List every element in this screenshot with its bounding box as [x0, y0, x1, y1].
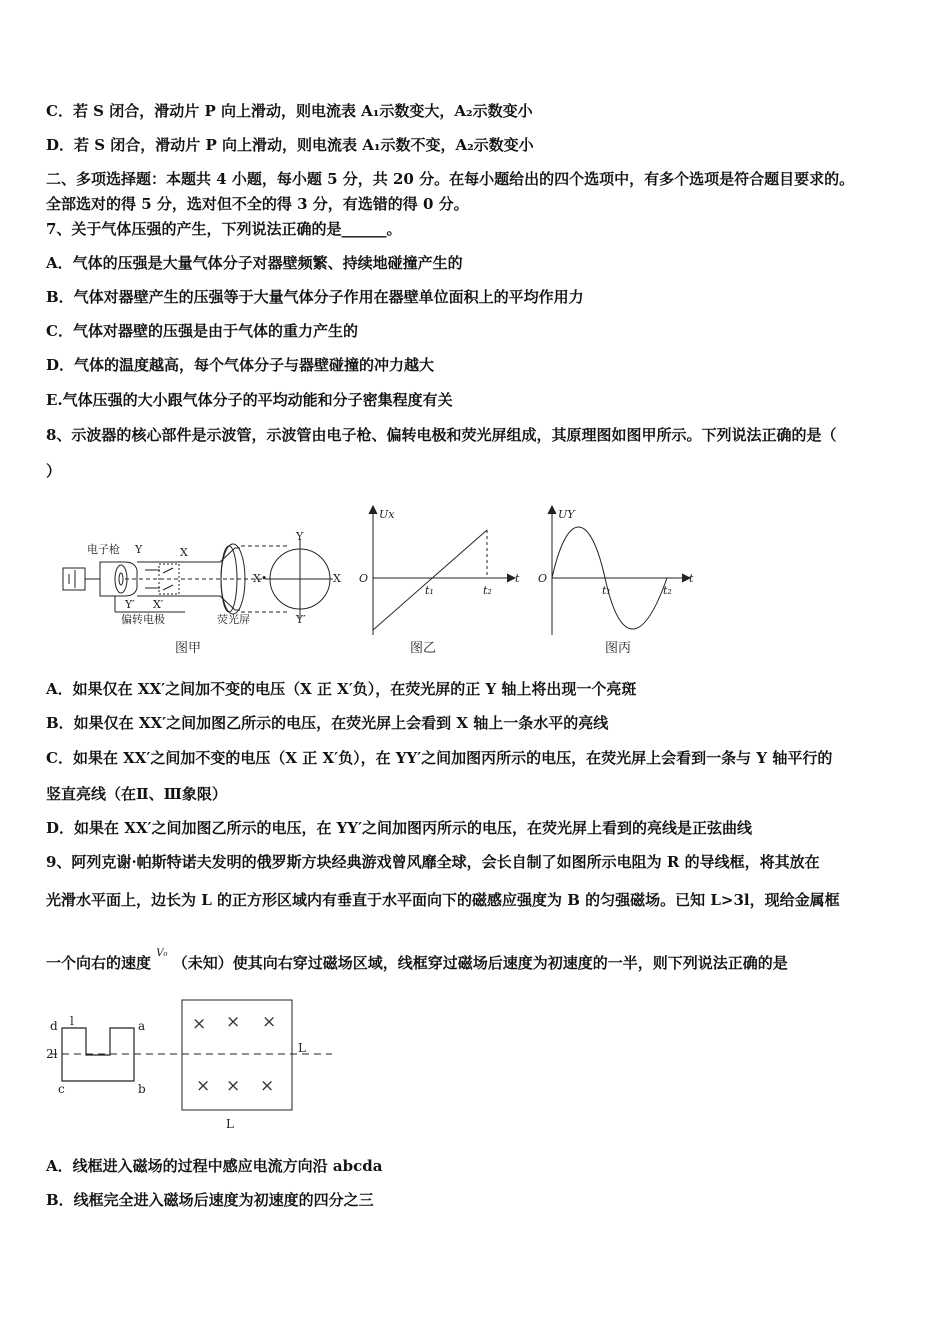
q7-option-e: E.气体压强的大小跟气体分子的平均动能和分子密集程度有关	[46, 391, 453, 409]
label-d: d	[50, 1019, 58, 1033]
label-y-top: Y	[135, 543, 143, 556]
q9-option-b: B．线框完全进入磁场后速度为初速度的四分之三	[46, 1191, 374, 1209]
label-yp: Y′	[125, 598, 135, 611]
q7-stem: 7、关于气体压强的产生，下列说法正确的是______。	[46, 220, 402, 238]
q8-option-a: A．如果仅在 XX′之间加不变的电压（X 正 X′负），在荧光屏的正 Y 轴上将出现一个亮斑	[46, 680, 637, 698]
label-c: c	[58, 1082, 65, 1096]
field-cross-5: ×	[226, 1076, 241, 1096]
section2-instructions: 全部选对的得 5 分，选对但不全的得 3 分，有选错的得 0 分。	[46, 195, 469, 213]
label-screen-x: X	[333, 572, 341, 585]
q7-option-b: B．气体对器壁产生的压强等于大量气体分子作用在器壁单位面积上的平均作用力	[46, 288, 584, 306]
label-L-bottom: L	[226, 1117, 234, 1131]
field-cross-2: ×	[226, 1012, 241, 1032]
bing-t1: t₁	[602, 584, 611, 597]
q7-option-a: A．气体的压强是大量气体分子对器壁频繁、持续地碰撞产生的	[46, 254, 463, 272]
bing-t: t	[689, 572, 694, 585]
label-screen-xp: X•	[253, 572, 268, 585]
yi-origin: O	[359, 572, 369, 585]
caption-yi: 图乙	[410, 641, 437, 656]
q9-stem-line2: 光滑水平面上，边长为 L 的正方形区域内有垂直于水平面向下的磁感应强度为 B 的匀强磁场。已知 L>3l，现给金属框	[46, 891, 840, 909]
label-screen: 荧光屏	[217, 613, 250, 626]
q8-option-d: D．如果在 XX′之间加图乙所示的电压，在 YY′之间加图丙所示的电压，在荧光屏上看到的亮线是正弦曲线	[46, 819, 753, 837]
bing-t2: t₂	[663, 584, 672, 597]
label-L-right: L	[298, 1041, 306, 1055]
label-deflect: 偏转电极	[121, 613, 165, 626]
q9-stem-line1: 9、阿列克谢·帕斯特诺夫发明的俄罗斯方块经典游戏曾风靡全球，会长自制了如图所示电阻为 R 的导线框，将其放在	[46, 853, 820, 871]
label-b: b	[138, 1082, 146, 1096]
label-xp: X′	[153, 598, 164, 611]
q8-option-c-line2: 竖直亮线（在Ⅱ、Ⅲ象限）	[46, 785, 227, 803]
field-cross-3: ×	[262, 1012, 277, 1032]
yi-t: t	[515, 572, 520, 585]
yi-t2: t₂	[483, 584, 492, 597]
label-a: a	[138, 1019, 146, 1033]
caption-bing: 图丙	[605, 641, 632, 656]
q9-stem-pre: 一个向右的速度	[46, 954, 152, 972]
battery-symbol	[63, 568, 85, 590]
bing-ylabel: UY	[558, 508, 575, 521]
q8-option-c-line1: C．如果在 XX′之间加不变的电压（X 正 X′负），在 YY′之间加图丙所示的电压，在荧光屏上会看到一条与 Y 轴平行的	[46, 749, 833, 767]
field-cross-6: ×	[260, 1076, 275, 1096]
section2-heading: 二、多项选择题：本题共 4 小题，每小题 5 分，共 20 分。在每小题给出的四个选项中，有多个选项是符合题目要求的。	[46, 170, 855, 188]
q9-stem-post: （未知）使其向右穿过磁场区域，线框穿过磁场后速度为初速度的一半，则下列说法正确的是	[172, 954, 788, 972]
label-l: l	[70, 1014, 74, 1028]
q9-stem-line3	[46, 948, 788, 976]
q8-option-b: B．如果仅在 XX′之间加图乙所示的电压，在荧光屏上会看到 X 轴上一条水平的亮线	[46, 714, 609, 732]
label-gun: 电子枪	[87, 543, 120, 556]
yi-ylabel: Ux	[379, 508, 395, 521]
q8-stem: 8、示波器的核心部件是示波管，示波管由电子枪、偏转电极和荧光屏组成，其原理图如图甲所示。下列说法正确的是（	[46, 426, 837, 444]
label-x-top: X	[180, 546, 188, 559]
sawtooth-line	[373, 530, 487, 630]
figure-bing	[548, 506, 690, 635]
field-cross-4: ×	[196, 1076, 211, 1096]
v0-symbol: V₀	[156, 948, 168, 959]
label-screen-y: Y	[296, 530, 304, 543]
q7-option-d: D．气体的温度越高，每个气体分子与器壁碰撞的冲力越大	[46, 356, 435, 374]
label-screen-yp: Y′	[296, 613, 306, 626]
caption-jia: 图甲	[175, 641, 202, 656]
label-2l: 2l	[46, 1047, 58, 1061]
q7-option-c: C．气体对器壁的压强是由于气体的重力产生的	[46, 322, 358, 340]
q9-option-a: A．线框进入磁场的过程中感应电流方向沿 abcda	[46, 1157, 383, 1175]
q9-figure	[40, 995, 350, 1135]
q8-stem-bracket: ）	[46, 462, 62, 480]
bing-origin: O	[538, 572, 548, 585]
field-cross-1: ×	[192, 1014, 207, 1034]
yi-t1: t₁	[425, 584, 434, 597]
q8-figure	[55, 500, 715, 665]
q6-option-d: D．若 S 闭合，滑动片 P 向上滑动，则电流表 A₁示数不变，A₂示数变小	[46, 136, 534, 154]
figure-yi	[369, 506, 515, 635]
q6-option-c: C．若 S 闭合，滑动片 P 向上滑动，则电流表 A₁示数变大，A₂示数变小	[46, 102, 533, 120]
